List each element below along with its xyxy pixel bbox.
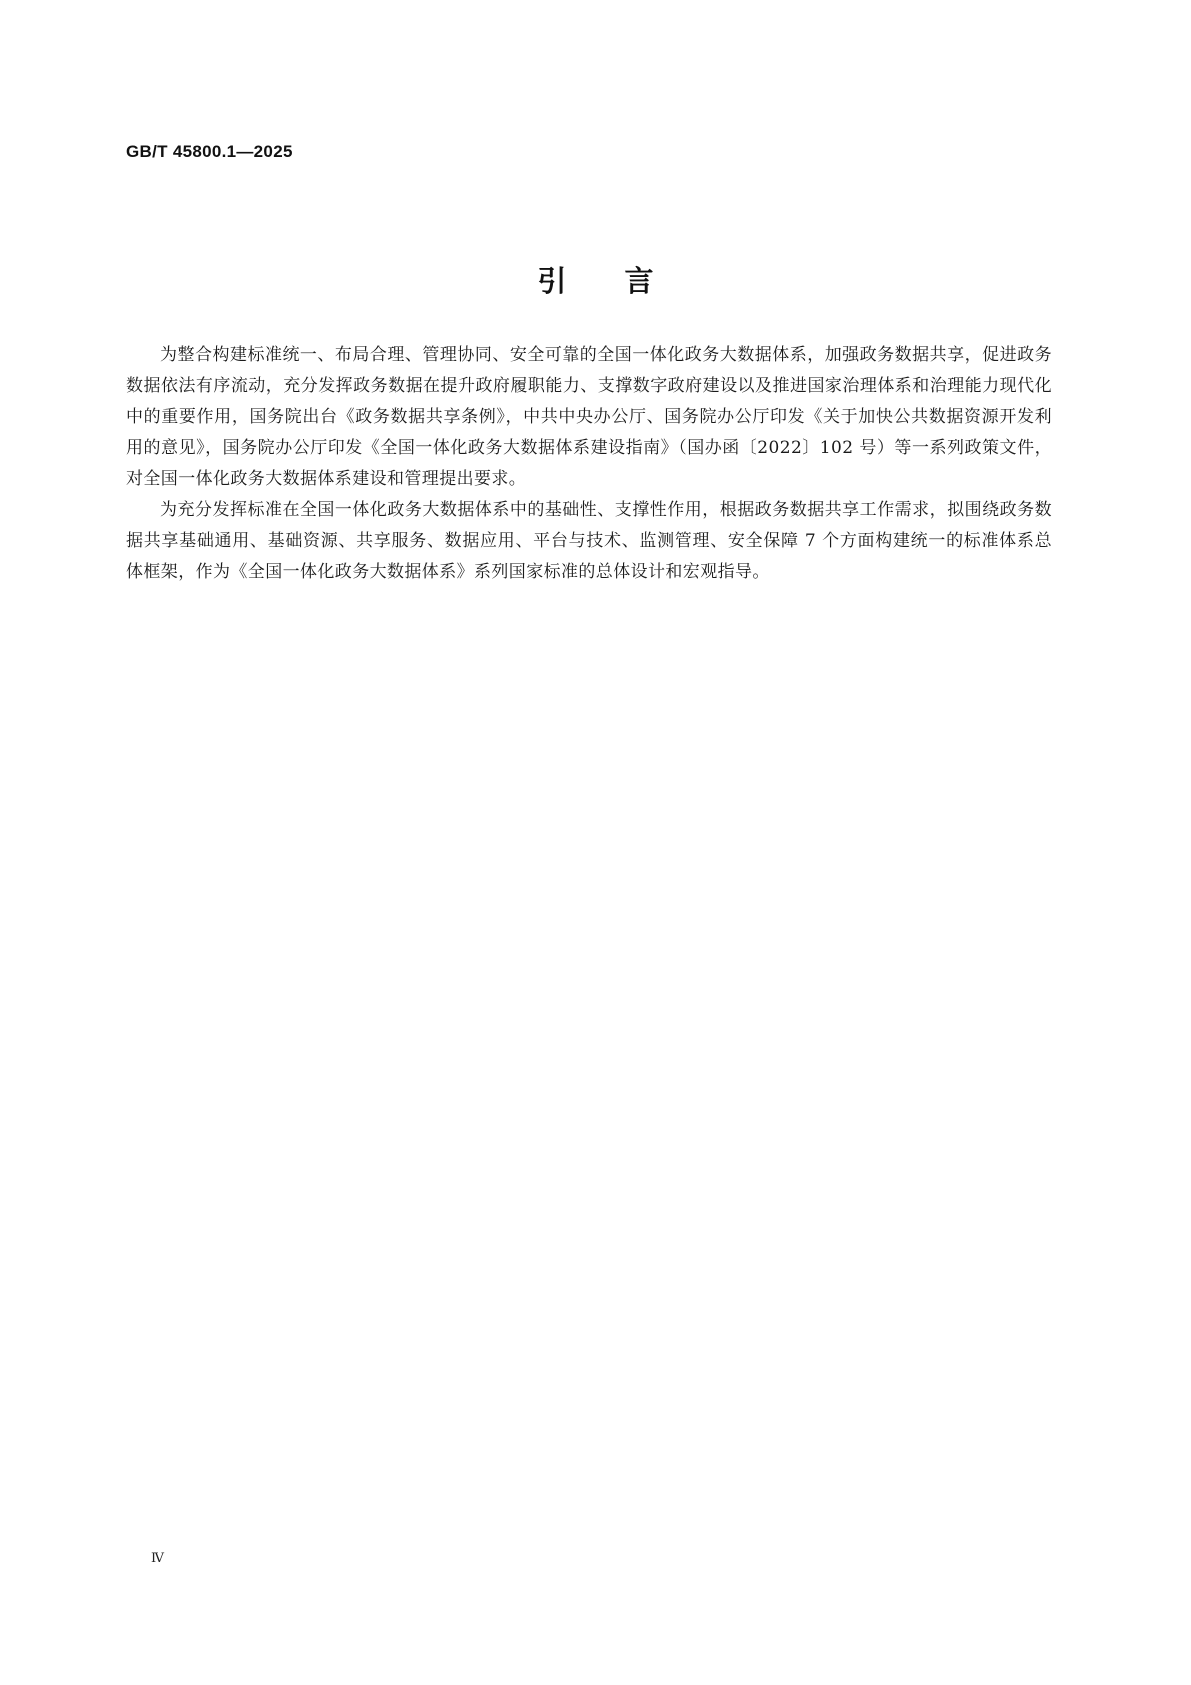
page-number: Ⅳ [151, 1551, 164, 1566]
standard-number: GB/T 45800.1—2025 [126, 142, 293, 161]
paragraph: 为整合构建标准统一、布局合理、管理协同、安全可靠的全国一体化政务大数据体系，加强政务数据共享，促进政务数据依法有序流动，充分发挥政务数据在提升政府履职能力、支撑数字政府建设以及推进国家治理体系和治理能力现代化中的重要作用，国务院出台《政务数据共享条例》，中共中央办公厅、国务院办公厅印发《关于加快公共数据资源开发利用的意见》，国务院办公厅印发《全国一体化政务大数据体系建设指南》（国办函〔2022〕102 号）等一系列政策文件，对全国一体化政务大数据体系建设和管理提出要求。 [126, 345, 1052, 489]
section-title: 引言 [537, 264, 712, 299]
paragraph: 为充分发挥标准在全国一体化政务大数据体系中的基础性、支撑性作用，根据政务数据共享工作需求，拟围绕政务数据共享基础通用、基础资源、共享服务、数据应用、平台与技术、监测管理、安全保障 7 个方面构建统一的标准体系总体框架，作为《全国一体化政务大数据体系》系列国家标准的总体设计和宏观指导。 [126, 500, 1052, 582]
body-text [126, 340, 1052, 588]
